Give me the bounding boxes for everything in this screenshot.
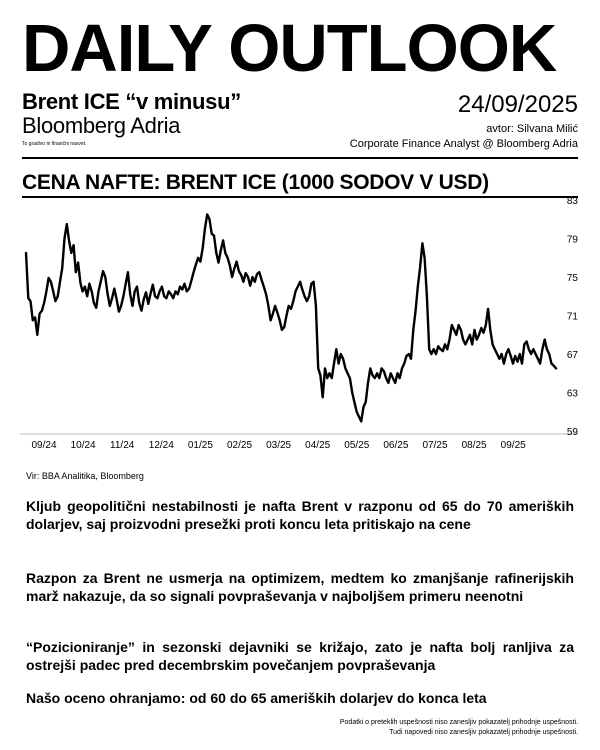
x-tick-label: 05/25 — [344, 440, 370, 451]
y-tick-label: 75 — [566, 273, 578, 284]
y-tick-label: 79 — [566, 234, 578, 246]
paragraph-3: “Pozicioniranje” in sezonski dejavniki se križajo, zato je nafta bolj ranljiva za ostrejši padec pred decembrskim povečanjem povpraševanja — [26, 639, 574, 673]
disclaimer-line-1: Podatki o preteklih uspešnosti niso zanesljiv pokazatelj prihodnje uspešnosti. — [339, 719, 578, 726]
plot-area — [20, 196, 578, 451]
series-line-brent — [26, 214, 556, 421]
x-tick-label: 04/25 — [305, 440, 331, 451]
brand-name: Bloomberg Adria — [22, 113, 181, 138]
x-tick-label: 01/25 — [187, 440, 213, 451]
report-date: 24/09/2025 — [457, 91, 578, 118]
paragraph-1: Kljub geopolitični nestabilnosti je nafta Brent v razponu od 65 do 70 ameriških dolarjev, saj proizvodni presežki proti koncu leta pritiskajo na cene — [26, 498, 574, 532]
line-chart — [0, 190, 600, 460]
tagline: To gradivo ni finančni nasvet. — [22, 141, 87, 147]
disclaimer — [340, 718, 578, 738]
x-tick-label: 02/25 — [226, 440, 253, 451]
paragraph-4: Našo oceno ohranjamo: od 60 do 65 ameriških dolarjev do konca leta — [26, 690, 487, 706]
y-tick-label: 67 — [566, 350, 578, 361]
chart-title: CENA NAFTE: BRENT ICE (1000 SODOV V USD) — [22, 171, 489, 194]
y-tick-label: 83 — [566, 196, 578, 207]
header-left — [22, 90, 241, 148]
y-tick-label: 63 — [566, 388, 578, 400]
x-tick-label: 09/24 — [31, 440, 57, 451]
header-divider — [22, 157, 578, 159]
report-title: Brent ICE “v minusu” — [22, 89, 241, 114]
x-tick-label: 11/24 — [110, 440, 135, 451]
source-note: Vir: BBA Analitika, Bloomberg — [26, 471, 144, 481]
x-tick-label: 06/25 — [383, 440, 409, 451]
x-tick-label: 10/24 — [70, 440, 96, 451]
header-right — [350, 92, 578, 152]
author: avtor: Silvana Milić — [486, 123, 578, 135]
x-tick-label: 03/25 — [266, 440, 292, 451]
x-tick-label: 12/24 — [148, 440, 174, 451]
x-tick-label: 08/25 — [461, 440, 487, 451]
x-tick-label: 09/25 — [500, 440, 526, 451]
masthead-title: DAILY OUTLOOK — [22, 11, 557, 86]
y-tick-label: 59 — [566, 427, 578, 438]
disclaimer-line-2: Tudi napovedi niso zanesljiv pokazatelj prihodnje uspešnosti. — [389, 729, 578, 736]
x-tick-label: 07/25 — [422, 440, 448, 451]
paragraph-2: Razpon za Brent ne usmerja na optimizem, medtem ko zmanjšanje rafinerijskih marž nakazuje, da so signali povpraševanja v najboljšem primeru neenotni — [26, 570, 574, 604]
y-tick-label: 71 — [566, 311, 578, 323]
author-role: Corporate Finance Analyst @ Bloomberg Adria — [349, 138, 578, 150]
